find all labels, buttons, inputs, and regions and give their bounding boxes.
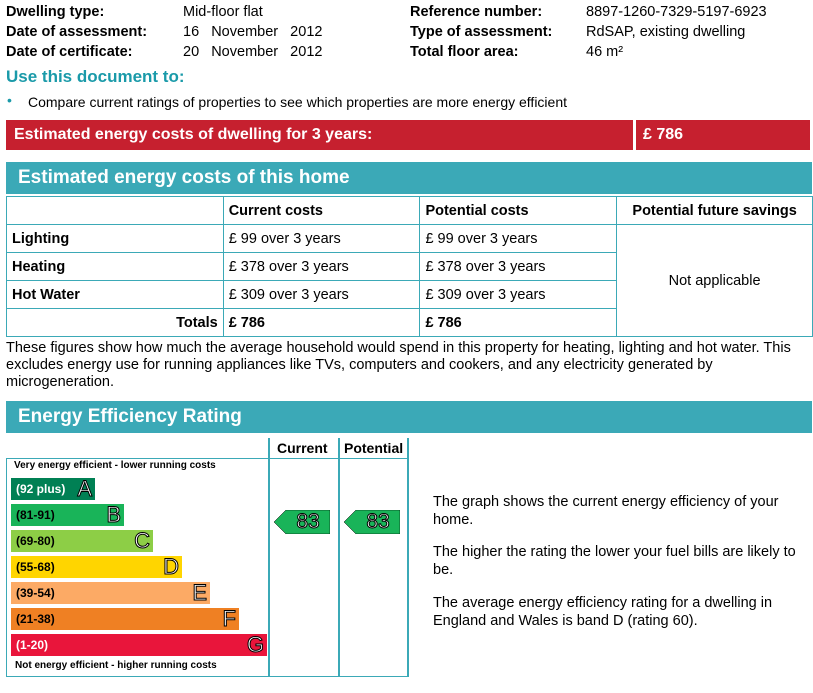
floor-area-value: 46 m² — [586, 44, 624, 60]
rating-explain-2: The higher the rating the lower your fuel bills are likely to be. — [433, 544, 796, 578]
current-rating-arrow — [274, 510, 330, 534]
assessment-type-label: Type of assessment: — [410, 24, 553, 40]
potential-rating-arrow — [344, 510, 400, 534]
totals-current: £ 786 — [223, 309, 420, 337]
potential-column-right-line — [407, 438, 409, 677]
heating-current: £ 378 over 3 years — [223, 253, 420, 281]
reference-number-value: 8897-1260-7329-5197-6923 — [586, 4, 767, 20]
totals-potential: £ 786 — [420, 309, 617, 337]
bar-divider — [633, 120, 636, 150]
band-range: (1-20) — [16, 638, 49, 652]
costs-table-header-row — [7, 197, 813, 225]
band-range: (55-68) — [16, 560, 55, 574]
lighting-potential: £ 99 over 3 years — [420, 225, 617, 253]
bottom-efficiency-label: Not energy efficient - higher running costs — [15, 660, 217, 671]
rating-band-f — [11, 608, 239, 630]
band-letter: G — [246, 632, 264, 657]
top-efficiency-label: Very energy efficient - lower running costs — [14, 460, 216, 471]
band-letter: B — [106, 502, 121, 527]
band-letter: E — [192, 580, 207, 605]
three-year-cost-label: Estimated energy costs of dwelling for 3 years: — [14, 126, 373, 143]
bullet-icon: • — [7, 92, 12, 108]
current-column-left-line — [268, 438, 270, 677]
rating-band-a — [11, 478, 95, 500]
rating-explain-1: The graph shows the current energy efficiency of your home. — [433, 494, 779, 528]
row-name-hot-water: Hot Water — [7, 281, 224, 309]
header-future-savings: Potential future savings — [617, 197, 813, 225]
rating-band-e — [11, 582, 210, 604]
rating-band-b — [11, 504, 124, 526]
three-year-cost-bar — [6, 120, 810, 150]
rating-band-c — [11, 530, 153, 552]
lighting-current: £ 99 over 3 years — [223, 225, 420, 253]
rating-section-title: Energy Efficiency Rating — [18, 406, 242, 427]
band-range: (39-54) — [16, 586, 55, 600]
table-row — [7, 225, 813, 253]
potential-column-header: Potential — [344, 440, 404, 456]
rating-band-d — [11, 556, 182, 578]
date-assessment-value: 16 November 2012 — [183, 24, 323, 40]
dwelling-type-label: Dwelling type: — [6, 4, 105, 20]
date-assessment-label: Date of assessment: — [6, 24, 148, 40]
date-certificate-label: Date of certificate: — [6, 44, 133, 60]
floor-area-label: Total floor area: — [410, 44, 519, 60]
future-savings-value: Not applicable — [617, 225, 813, 337]
current-rating-value: 83 — [296, 510, 320, 533]
header-blank — [7, 197, 224, 225]
band-letter: F — [222, 606, 236, 631]
band-letter: C — [134, 528, 150, 553]
band-range: (69-80) — [16, 534, 55, 548]
row-name-lighting: Lighting — [7, 225, 224, 253]
costs-section-title: Estimated energy costs of this home — [18, 167, 350, 188]
dwelling-type-value: Mid-floor flat — [183, 4, 263, 20]
hot-water-current: £ 309 over 3 years — [223, 281, 420, 309]
rating-section-header — [6, 401, 812, 433]
hot-water-potential: £ 309 over 3 years — [420, 281, 617, 309]
costs-note: These figures show how much the average household would spend in this property for heating, lighting and hot water. This excludes energy use for running appliances like TVs, computers and cookers, and any electricity generated by microgeneration. — [6, 340, 791, 390]
band-range: (92 plus) — [16, 482, 66, 496]
heating-potential: £ 378 over 3 years — [420, 253, 617, 281]
band-range: (81-91) — [16, 508, 55, 522]
date-certificate-value: 20 November 2012 — [183, 44, 323, 60]
assessment-type-value: RdSAP, existing dwelling — [586, 24, 746, 40]
use-document-bullet: Compare current ratings of properties to see which properties are more energy efficient — [28, 94, 568, 110]
costs-section-header — [6, 162, 812, 194]
potential-rating-value: 83 — [366, 510, 390, 533]
costs-table — [6, 196, 813, 337]
header-potential-costs: Potential costs — [420, 197, 617, 225]
use-document-heading: Use this document to: — [6, 67, 185, 86]
totals-label: Totals — [7, 309, 224, 337]
band-letter: D — [163, 554, 179, 579]
row-name-heating: Heating — [7, 253, 224, 281]
rating-band-g — [11, 634, 267, 656]
band-range: (21-38) — [16, 612, 55, 626]
energy-rating-chart — [6, 438, 409, 676]
three-year-cost-value: £ 786 — [643, 126, 684, 143]
current-column-right-line — [338, 438, 340, 677]
rating-explain-3: The average energy efficiency rating for a dwelling in England and Wales is band D (rating 60). — [433, 595, 773, 629]
current-column-header: Current — [277, 440, 328, 456]
reference-number-label: Reference number: — [410, 4, 543, 20]
band-letter: A — [77, 476, 92, 501]
header-current-costs: Current costs — [223, 197, 420, 225]
